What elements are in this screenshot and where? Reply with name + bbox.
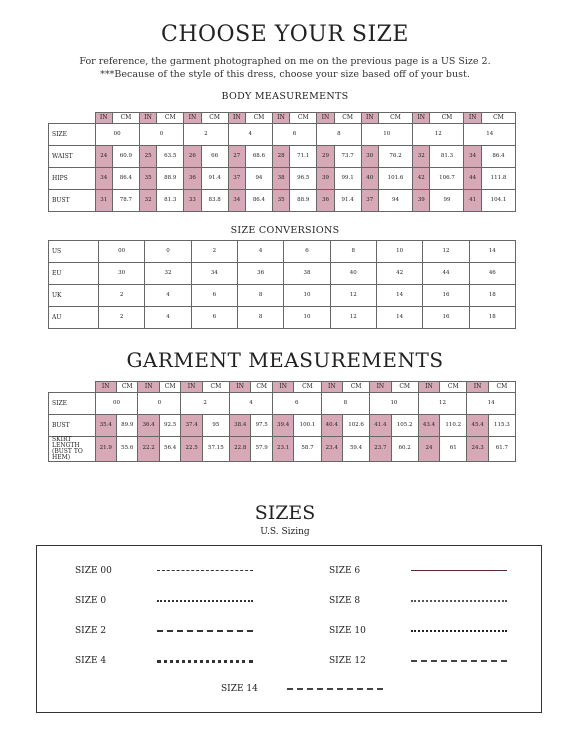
- table-row: [49, 307, 516, 329]
- unit-header: CM: [481, 113, 515, 124]
- unit-header: CM: [112, 113, 139, 124]
- table-row: [49, 285, 516, 307]
- unit-header: IN: [464, 113, 481, 124]
- table-row: [49, 415, 516, 437]
- page-title: CHOOSE YOUR SIZE: [161, 22, 409, 47]
- table-cell: 8: [237, 285, 283, 307]
- row-label: WAIST: [49, 146, 96, 168]
- table-cell: 28: [272, 146, 289, 168]
- table-cell: 97.5: [251, 415, 272, 437]
- unit-header: IN: [418, 382, 439, 393]
- bust-note: ***Because of the style of this dress, choose your size based off of your bust.: [100, 69, 470, 80]
- table-cell: 88.9: [290, 190, 317, 212]
- table-cell: 111.8: [481, 168, 515, 190]
- legend-line-size-14: [287, 688, 383, 690]
- table-row: [49, 190, 516, 212]
- table-cell: 100.1: [294, 415, 321, 437]
- table-cell: 42: [413, 168, 430, 190]
- table-cell: 10: [370, 393, 419, 415]
- table-cell: 31: [95, 190, 112, 212]
- row-label: EU: [49, 263, 99, 285]
- table-cell: 102.6: [343, 415, 370, 437]
- table-cell: 00: [95, 124, 139, 146]
- sizes-title: SIZES: [254, 502, 316, 524]
- unit-header: IN: [370, 382, 391, 393]
- table-row: [49, 263, 516, 285]
- table-cell: 86.4: [481, 146, 515, 168]
- table-cell: 32: [145, 263, 191, 285]
- unit-header: CM: [430, 113, 464, 124]
- table-cell: 6: [191, 285, 237, 307]
- table-cell: 81.3: [430, 146, 464, 168]
- unit-header: CM: [334, 113, 361, 124]
- table-cell: 0: [139, 124, 183, 146]
- table-cell: 56.4: [159, 437, 180, 462]
- table-cell: 42: [376, 263, 422, 285]
- unit-header: IN: [139, 113, 156, 124]
- table-cell: 92.5: [159, 415, 180, 437]
- table-cell: 41.4: [370, 415, 391, 437]
- unit-header: CM: [159, 382, 180, 393]
- table-cell: 57.15: [202, 437, 229, 462]
- table-row: [49, 124, 516, 146]
- table-cell: 38: [284, 263, 330, 285]
- corner-cell: [49, 382, 96, 393]
- table-cell: 00: [95, 393, 138, 415]
- legend-line-size-4: [157, 660, 253, 663]
- table-cell: 57.9: [251, 437, 272, 462]
- legend-label: SIZE 0: [75, 596, 107, 606]
- table-cell: 86.4: [246, 190, 273, 212]
- unit-header: IN: [272, 113, 289, 124]
- table-cell: 35.4: [95, 415, 116, 437]
- table-cell: 41: [464, 190, 481, 212]
- unit-header: CM: [488, 382, 515, 393]
- unit-header: CM: [343, 382, 370, 393]
- table-cell: 34: [191, 263, 237, 285]
- size-conversions-table: [48, 240, 516, 329]
- table-cell: 43.4: [418, 415, 439, 437]
- corner-cell: [49, 113, 96, 124]
- table-cell: 99.1: [334, 168, 361, 190]
- table-cell: 36: [237, 263, 283, 285]
- table-cell: 39.4: [272, 415, 293, 437]
- table-cell: 35: [272, 190, 289, 212]
- sizes-subtitle: U.S. Sizing: [260, 527, 310, 537]
- table-cell: 4: [237, 241, 283, 263]
- legend-label: SIZE 00: [75, 566, 112, 576]
- table-cell: 2: [184, 124, 228, 146]
- table-cell: 23.7: [370, 437, 391, 462]
- table-cell: 6: [284, 241, 330, 263]
- table-cell: 25: [139, 146, 156, 168]
- table-cell: 16: [423, 307, 469, 329]
- row-label: SKIRT LENGTH (BUST TO HEM): [49, 437, 96, 462]
- table-cell: 27: [228, 146, 245, 168]
- garment-measurements-table: [48, 381, 516, 462]
- table-cell: 6: [272, 393, 321, 415]
- unit-header: IN: [413, 113, 430, 124]
- table-cell: 61.7: [488, 437, 515, 462]
- table-cell: 68.6: [246, 146, 273, 168]
- table-cell: 12: [330, 307, 376, 329]
- table-cell: 81.3: [157, 190, 184, 212]
- table-cell: 61: [440, 437, 467, 462]
- legend-label: SIZE 14: [221, 684, 258, 694]
- unit-header: IN: [95, 113, 112, 124]
- table-cell: 66: [201, 146, 228, 168]
- table-cell: 63.5: [157, 146, 184, 168]
- row-label: BUST: [49, 190, 96, 212]
- size-legend: [36, 545, 542, 713]
- unit-header: CM: [202, 382, 229, 393]
- table-cell: 10: [376, 241, 422, 263]
- unit-header: CM: [251, 382, 272, 393]
- unit-header: CM: [379, 113, 413, 124]
- table-cell: 39: [317, 168, 334, 190]
- table-cell: 34: [228, 190, 245, 212]
- table-cell: 36: [184, 168, 201, 190]
- row-label: UK: [49, 285, 99, 307]
- unit-header: IN: [467, 382, 488, 393]
- table-cell: 6: [272, 124, 316, 146]
- legend-label: SIZE 10: [329, 626, 366, 636]
- table-cell: 10: [284, 285, 330, 307]
- unit-header: CM: [116, 382, 137, 393]
- table-cell: 30: [99, 263, 145, 285]
- table-cell: 10: [284, 307, 330, 329]
- table-cell: 21.9: [95, 437, 116, 462]
- legend-label: SIZE 2: [75, 626, 107, 636]
- table-cell: 94: [246, 168, 273, 190]
- row-label: US: [49, 241, 99, 263]
- legend-label: SIZE 4: [75, 656, 107, 666]
- table-cell: 76.2: [379, 146, 413, 168]
- table-cell: 38: [272, 168, 289, 190]
- unit-header: IN: [228, 113, 245, 124]
- table-cell: 12: [423, 241, 469, 263]
- legend-line-size-2: [157, 630, 253, 632]
- legend-line-size-8: [411, 600, 507, 602]
- unit-header: IN: [229, 382, 250, 393]
- table-cell: 95: [202, 415, 229, 437]
- table-cell: 55.6: [116, 437, 137, 462]
- legend-line-size-00: [157, 570, 253, 571]
- table-cell: 36: [317, 190, 334, 212]
- table-cell: 60.9: [112, 146, 139, 168]
- table-cell: 94: [379, 190, 413, 212]
- table-row: [49, 168, 516, 190]
- table-cell: 33: [184, 190, 201, 212]
- row-label: HIPS: [49, 168, 96, 190]
- table-cell: 0: [138, 393, 181, 415]
- legend-line-size-6: [411, 570, 507, 571]
- table-cell: 38.4: [229, 415, 250, 437]
- unit-header: CM: [157, 113, 184, 124]
- table-cell: 14: [464, 124, 516, 146]
- table-cell: 78.7: [112, 190, 139, 212]
- table-cell: 46: [469, 263, 515, 285]
- table-cell: 22.5: [181, 437, 202, 462]
- legend-line-size-0: [157, 600, 253, 602]
- table-cell: 14: [376, 307, 422, 329]
- unit-header: IN: [361, 113, 378, 124]
- row-label: SIZE: [49, 124, 96, 146]
- table-cell: 34: [464, 146, 481, 168]
- table-cell: 32: [413, 146, 430, 168]
- table-cell: 39: [413, 190, 430, 212]
- table-cell: 4: [145, 285, 191, 307]
- table-cell: 14: [376, 285, 422, 307]
- table-cell: 40.4: [321, 415, 342, 437]
- legend-line-size-12: [411, 660, 507, 662]
- table-cell: 71.1: [290, 146, 317, 168]
- unit-header: IN: [272, 382, 293, 393]
- table-cell: 0: [145, 241, 191, 263]
- table-cell: 22.2: [138, 437, 159, 462]
- reference-note: For reference, the garment photographed on me on the previous page is a US Size 2.: [79, 56, 491, 67]
- table-cell: 18: [469, 307, 515, 329]
- table-cell: 44: [464, 168, 481, 190]
- row-label: AU: [49, 307, 99, 329]
- garment-measurements-heading: GARMENT MEASUREMENTS: [126, 348, 444, 372]
- table-cell: 24.3: [467, 437, 488, 462]
- unit-header: CM: [246, 113, 273, 124]
- table-cell: 83.8: [201, 190, 228, 212]
- table-cell: 18: [469, 285, 515, 307]
- table-cell: 30: [361, 146, 378, 168]
- table-cell: 8: [317, 124, 361, 146]
- table-cell: 101.6: [379, 168, 413, 190]
- body-measurements-table: [48, 112, 516, 212]
- table-cell: 2: [99, 307, 145, 329]
- unit-header: CM: [440, 382, 467, 393]
- table-row: [49, 146, 516, 168]
- table-cell: 99: [430, 190, 464, 212]
- table-cell: 37.4: [181, 415, 202, 437]
- unit-header: IN: [321, 382, 342, 393]
- table-cell: 110.2: [440, 415, 467, 437]
- table-cell: 8: [330, 241, 376, 263]
- table-cell: 96.5: [290, 168, 317, 190]
- table-cell: 104.1: [481, 190, 515, 212]
- table-cell: 23.4: [321, 437, 342, 462]
- table-cell: 58.7: [294, 437, 321, 462]
- table-row: [49, 393, 516, 415]
- table-cell: 12: [413, 124, 464, 146]
- table-cell: 34: [95, 168, 112, 190]
- table-cell: 73.7: [334, 146, 361, 168]
- unit-header: CM: [391, 382, 418, 393]
- table-cell: 23.1: [272, 437, 293, 462]
- table-cell: 24: [418, 437, 439, 462]
- table-cell: 105.2: [391, 415, 418, 437]
- legend-label: SIZE 6: [329, 566, 361, 576]
- table-cell: 14: [467, 393, 516, 415]
- table-cell: 45.4: [467, 415, 488, 437]
- unit-header: IN: [184, 113, 201, 124]
- table-cell: 44: [423, 263, 469, 285]
- table-cell: 40: [330, 263, 376, 285]
- size-conversions-heading: SIZE CONVERSIONS: [230, 225, 340, 236]
- table-cell: 37: [228, 168, 245, 190]
- legend-line-size-10: [411, 630, 507, 632]
- row-label: BUST: [49, 415, 96, 437]
- table-cell: 91.4: [334, 190, 361, 212]
- table-cell: 59.4: [343, 437, 370, 462]
- table-cell: 89.9: [116, 415, 137, 437]
- table-cell: 115.3: [488, 415, 515, 437]
- table-cell: 29: [317, 146, 334, 168]
- table-cell: 86.4: [112, 168, 139, 190]
- table-cell: 10: [361, 124, 412, 146]
- unit-header: IN: [181, 382, 202, 393]
- table-cell: 14: [469, 241, 515, 263]
- legend-label: SIZE 8: [329, 596, 361, 606]
- unit-header: IN: [317, 113, 334, 124]
- table-cell: 32: [139, 190, 156, 212]
- table-cell: 26: [184, 146, 201, 168]
- table-cell: 6: [191, 307, 237, 329]
- unit-header: CM: [201, 113, 228, 124]
- table-cell: 91.4: [201, 168, 228, 190]
- table-cell: 12: [330, 285, 376, 307]
- unit-header: CM: [290, 113, 317, 124]
- table-cell: 106.7: [430, 168, 464, 190]
- legend-label: SIZE 12: [329, 656, 366, 666]
- table-cell: 37: [361, 190, 378, 212]
- table-cell: 24: [95, 146, 112, 168]
- table-cell: 8: [321, 393, 370, 415]
- table-cell: 16: [423, 285, 469, 307]
- table-cell: 35: [139, 168, 156, 190]
- table-cell: 40: [361, 168, 378, 190]
- table-cell: 8: [237, 307, 283, 329]
- table-row: [49, 437, 516, 462]
- table-cell: 12: [418, 393, 467, 415]
- table-cell: 2: [181, 393, 230, 415]
- unit-header: IN: [95, 382, 116, 393]
- body-measurements-heading: BODY MEASUREMENTS: [221, 91, 349, 102]
- table-cell: 22.8: [229, 437, 250, 462]
- table-cell: 88.9: [157, 168, 184, 190]
- table-cell: 00: [99, 241, 145, 263]
- table-cell: 60.2: [391, 437, 418, 462]
- unit-header: IN: [138, 382, 159, 393]
- unit-header: CM: [294, 382, 321, 393]
- row-label: SIZE: [49, 393, 96, 415]
- table-cell: 2: [99, 285, 145, 307]
- table-row: [49, 241, 516, 263]
- table-cell: 4: [145, 307, 191, 329]
- table-cell: 4: [228, 124, 272, 146]
- table-cell: 36.4: [138, 415, 159, 437]
- table-cell: 2: [191, 241, 237, 263]
- table-cell: 4: [229, 393, 272, 415]
